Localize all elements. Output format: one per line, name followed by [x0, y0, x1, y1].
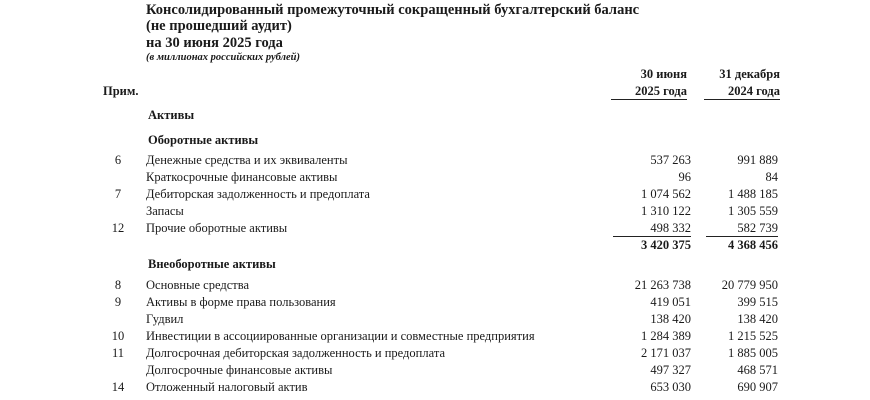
subtotal-rule-col2 — [706, 236, 778, 237]
document-title: Консолидированный промежуточный сокращенный бухгалтерский баланс — [146, 2, 640, 18]
row-value-2025: 419 051 — [650, 295, 691, 309]
row-value-2024: 399 515 — [737, 295, 778, 309]
row-value-2024: 1 305 559 — [728, 204, 778, 218]
row-value-2024: 1 215 525 — [728, 329, 778, 343]
row-value-2024: 1 488 185 — [728, 187, 778, 201]
report-date: на 30 июня 2025 года — [146, 35, 283, 51]
row-value-2025: 2 171 037 — [641, 346, 691, 360]
row-note: 12 — [111, 221, 125, 235]
row-value-2024: 991 889 — [737, 153, 778, 167]
row-value-2025: 498 332 — [650, 221, 691, 235]
row-label: Отложенный налоговый актив — [146, 380, 308, 394]
row-label: Гудвил — [146, 312, 184, 326]
row-value-2025: 1 284 389 — [641, 329, 691, 343]
row-label: Долгосрочная дебиторская задолженность и предоплата — [146, 346, 445, 360]
row-value-2024: 20 779 950 — [721, 278, 778, 292]
row-value-2024: 1 885 005 — [728, 346, 778, 360]
current-total-2025: 3 420 375 — [641, 238, 691, 252]
row-value-2025: 96 — [678, 170, 691, 184]
row-value-2025: 497 327 — [650, 363, 691, 377]
row-note: 14 — [111, 380, 125, 394]
row-value-2025: 1 074 562 — [641, 187, 691, 201]
row-value-2024: 582 739 — [737, 221, 778, 235]
units-note: (в миллионах российских рублей) — [146, 52, 300, 63]
row-label: Активы в форме права пользования — [146, 295, 336, 309]
row-label: Краткосрочные финансовые активы — [146, 170, 338, 184]
row-label: Денежные средства и их эквиваленты — [146, 153, 348, 167]
row-value-2025: 653 030 — [650, 380, 691, 394]
row-label: Долгосрочные финансовые активы — [146, 363, 333, 377]
row-value-2024: 690 907 — [737, 380, 778, 394]
row-label: Инвестиции в ассоциированные организации и совместные предприятия — [146, 329, 535, 343]
row-value-2025: 138 420 — [650, 312, 691, 326]
row-label: Дебиторская задолженность и предоплата — [146, 187, 370, 201]
row-value-2025: 21 263 738 — [634, 278, 691, 292]
subtotal-rule-col1 — [613, 236, 691, 237]
row-value-2025: 537 263 — [650, 153, 691, 167]
col2-header-line2: 2024 года — [728, 84, 780, 98]
col1-header-line1: 30 июня — [640, 67, 687, 81]
row-label: Запасы — [146, 204, 184, 218]
note-column-header: Прим. — [103, 84, 139, 98]
row-label: Прочие оборотные активы — [146, 221, 288, 235]
col1-header-underline — [611, 99, 687, 100]
row-note: 6 — [114, 153, 122, 167]
audit-status: (не прошедший аудит) — [146, 18, 292, 34]
row-note: 9 — [114, 295, 122, 309]
row-note: 7 — [114, 187, 122, 201]
section-current-assets: Оборотные активы — [148, 133, 259, 147]
section-noncurrent-assets: Внеоборотные активы — [148, 257, 276, 271]
col2-header-underline — [704, 99, 780, 100]
row-label: Основные средства — [146, 278, 250, 292]
row-note: 10 — [111, 329, 125, 343]
row-value-2024: 468 571 — [737, 363, 778, 377]
row-note: 8 — [114, 278, 122, 292]
row-value-2025: 1 310 122 — [641, 204, 691, 218]
section-assets: Активы — [148, 108, 195, 122]
row-value-2024: 138 420 — [737, 312, 778, 326]
col2-header-line1: 31 декабря — [719, 67, 780, 81]
current-total-2024: 4 368 456 — [728, 238, 778, 252]
row-note: 11 — [111, 346, 125, 360]
col1-header-line2: 2025 года — [635, 84, 687, 98]
row-value-2024: 84 — [765, 170, 778, 184]
